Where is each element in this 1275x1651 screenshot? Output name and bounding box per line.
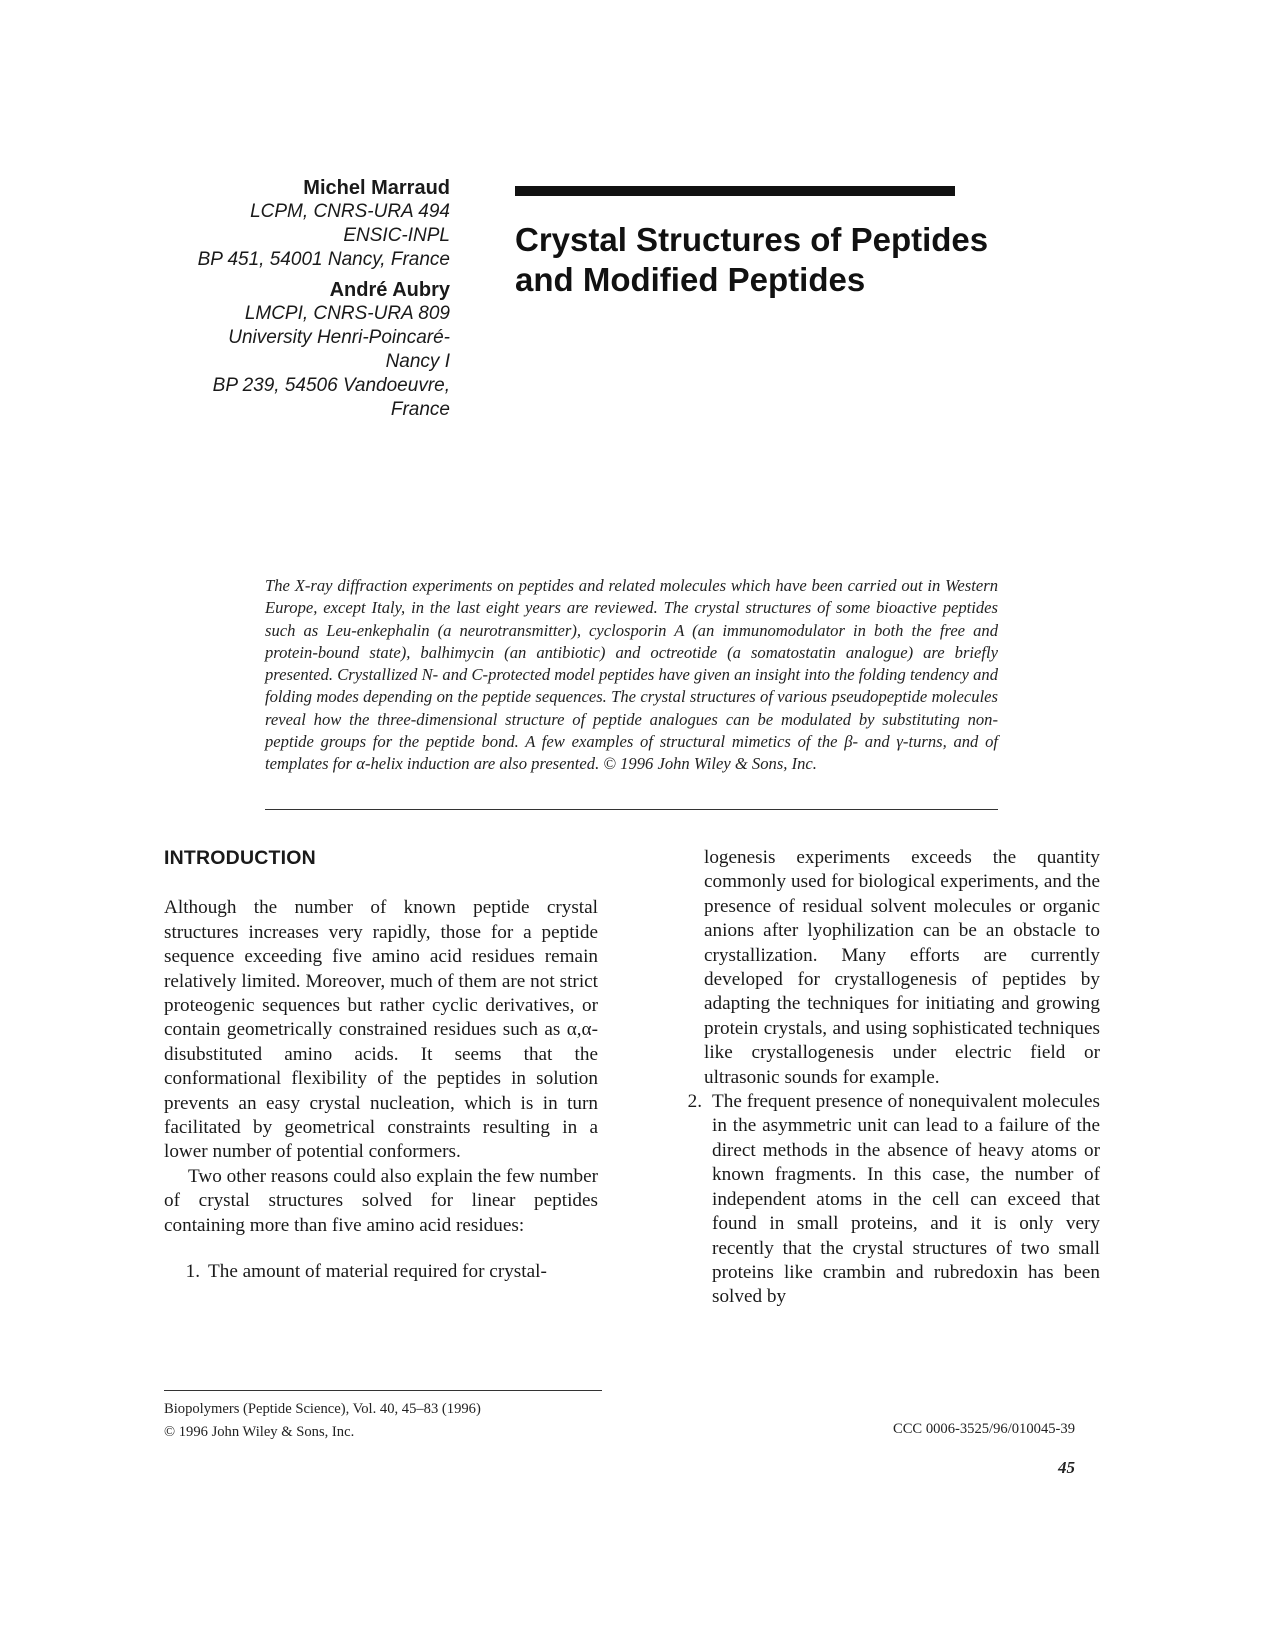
abstract: The X-ray diffraction experiments on peptides and related molecules which have been carried out in Western Europe, except Italy, in the last eight years are reviewed. The crystal structures of some bioactive peptides such as Leu-enkephalin (a neurotransmitter), cyclosporin A (an immunomodulator in both the free and protein-bound state), balhimycin (an antibiotic) and octreotide (a somatostatin analogue) are briefly presented. Crystallized N- and C-protected model peptides have given an insight into the folding tendency and folding modes depending on the peptide sequences. The crystal structures of various pseudopeptide molecules reveal how the three-dimensional structure of peptide analogues can be modulated by substituting non-peptide groups for the peptide bond. A few examples of structural mimetics of the β- and γ-turns, and of templates for α-helix induction are also presented. © 1996 John Wiley & Sons, Inc.	[265, 576, 998, 774]
section-heading: INTRODUCTION	[164, 847, 316, 869]
list-item	[164, 1260, 598, 1284]
affiliation-line: BP 451, 54001 Nancy, France	[197, 249, 450, 270]
left-column	[164, 846, 598, 1285]
author-name: André Aubry	[329, 279, 450, 301]
affiliation-line: BP 239, 54506 Vandoeuvre,	[212, 375, 450, 396]
abstract-divider	[265, 809, 998, 810]
intro-paragraph-2: Two other reasons could also explain the few number of crystal structures solved for linear peptides containing more than five amino acid residues:	[164, 1165, 599, 1236]
list-item	[687, 1090, 1100, 1310]
list-number: 1.	[185, 1261, 200, 1283]
list-item-continuation: logenesis experiments exceeds the quantity commonly used for biological experiments, and the presence of residual solvent molecules or organic anions after lyophilization can be an obstacle to crystallization. Many efforts are currently developed for crystallogenesis of peptides by adapting the techniques for initiating and growing protein crystals, and using sophisticated techniques like crystallogenesis under electric field or ultrasonic sounds for example.	[704, 847, 1100, 1088]
intro-paragraph-1: Although the number of known peptide crystal structures increases very rapidly, those for a peptide sequence exceeding five amino acid residues remain relatively limited. Moreover, much of them are not strict proteogenic sequences but rather cyclic derivatives, or contain geometrically constrained residues such as α,α-disubstituted amino acids. It seems that the conformational flexibility of the peptides in solution prevents an easy crystal nucleation, which is in turn facilitated by geometrical constraints resulting in a lower number of potential conformers.	[164, 897, 598, 1163]
affiliation-line: University Henri-Poincaré-	[228, 327, 450, 348]
title-line: Crystal Structures of Peptides	[515, 221, 989, 258]
journal-citation: Biopolymers (Peptide Science), Vol. 40, 45–83 (1996)	[164, 1401, 481, 1417]
footer-citation	[164, 1398, 481, 1444]
ccc-code: CCC 0006-3525/96/010045-39	[892, 1421, 1075, 1437]
page-number: 45	[1058, 1458, 1075, 1477]
author-name: Michel Marraud	[303, 177, 450, 199]
list-text: The amount of material required for crystal-	[208, 1261, 547, 1283]
right-column	[666, 846, 1100, 1310]
author-2	[150, 278, 450, 422]
affiliation-line: France	[390, 399, 450, 420]
author-1	[150, 176, 450, 272]
affiliation-line: ENSIC-INPL	[343, 225, 450, 246]
affiliation-line: Nancy I	[385, 351, 450, 372]
title-rule	[515, 186, 955, 196]
list-text: The frequent presence of nonequivalent molecules in the asymmetric unit can lead to a failure of the direct methods in the absence of heavy atoms or known fragments. In this case, the number of independent atoms in the cell can exceed that found in small proteins, and it is only very recently that the crystal structures of two small proteins like crambin and rubredoxin has been solved by	[712, 1091, 1100, 1308]
footer-divider	[164, 1390, 602, 1391]
affiliation-line: LMCPI, CNRS-URA 809	[244, 303, 450, 324]
author-block	[150, 176, 450, 422]
affiliation-line: LCPM, CNRS-URA 494	[250, 201, 450, 222]
list-number: 2.	[687, 1091, 702, 1113]
paper-title	[515, 220, 1075, 300]
footer-copyright: © 1996 John Wiley & Sons, Inc.	[164, 1424, 355, 1440]
title-line: and Modified Peptides	[515, 261, 866, 298]
